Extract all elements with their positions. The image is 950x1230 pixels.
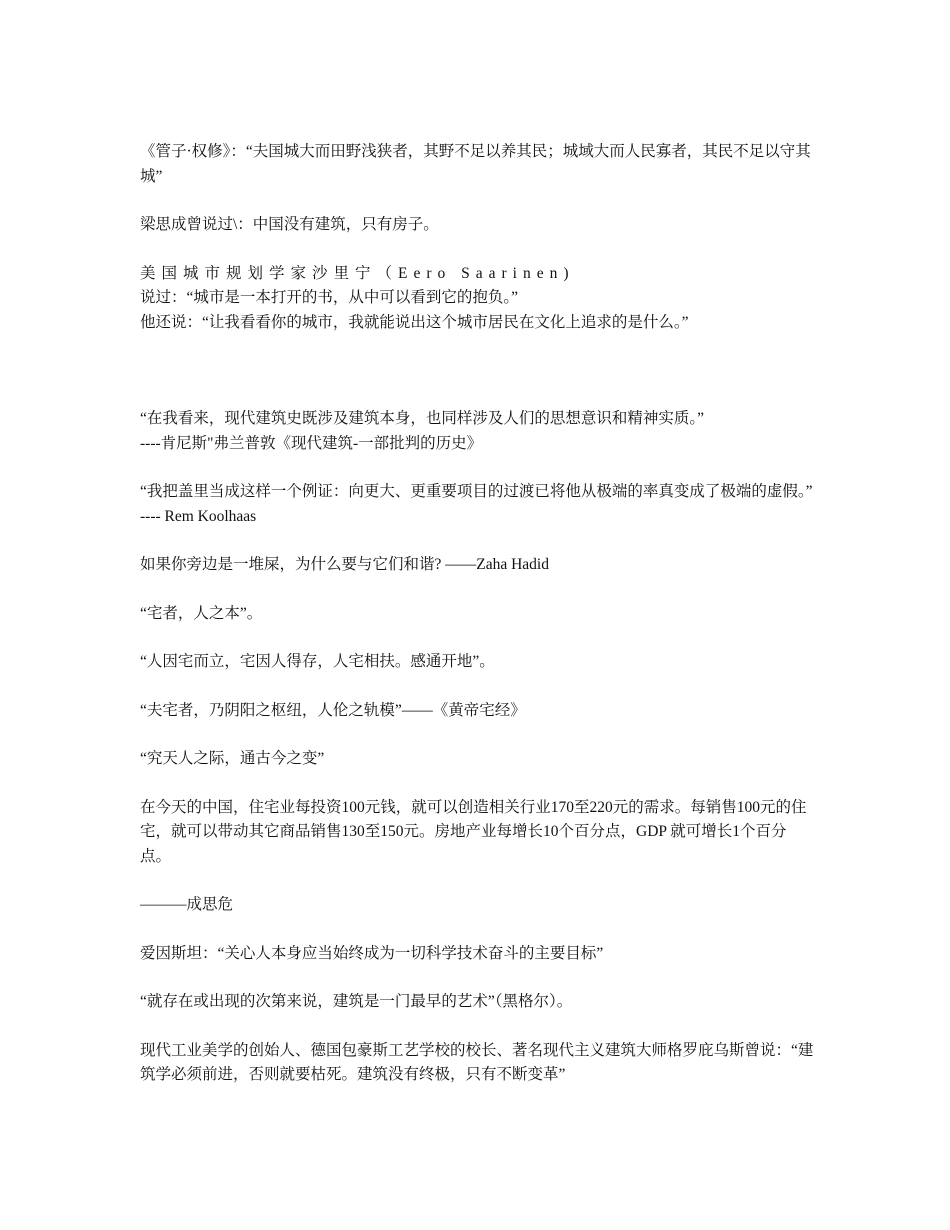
- attribution-frampton: ----肯尼斯"弗兰普敦《现代建筑-一部批判的历史》: [140, 434, 483, 452]
- quote-einstein: 爱因斯坦：“关心人本身应当始终成为一切科学技术奋斗的主要目标”: [140, 944, 604, 962]
- attribution-koolhaas: ---- Rem Koolhaas: [140, 507, 257, 525]
- quote-koolhaas: “我把盖里当成这样一个例证：向更大、更重要项目的过渡已将他从极端的率真变成了极端的虚假。”: [140, 483, 813, 500]
- quote-guanzi: 《管子·权修》：“夫国城大而田野浅狭者，其野不足以养其民；城域大而人民寡者，其民不足以守其城”: [140, 143, 811, 185]
- quote-hadid: 如果你旁边是一堆屎，为什么要与它们和谐? ——Zaha Hadid: [140, 556, 549, 573]
- quote-saarinen-1: 说过：“城市是一本打开的书，从中可以看到它的抱负。”: [140, 289, 519, 306]
- saarinen-intro: 美国城市规划学家沙里宁（Eero Saarinen): [140, 264, 575, 282]
- quote-gropius: 现代工业美学的创始人、德国包豪斯工艺学校的校长、著名现代主义建筑大师格罗庇乌斯曾说：“建筑学必须前进，否则就要枯死。建筑没有终极，只有不断变革”: [140, 1041, 814, 1083]
- quote-huangdi-zhaijing: “夫宅者，乃阴阳之枢纽，人伦之轨模”——《黄帝宅经》: [140, 701, 526, 719]
- attribution-cheng-siwei: ———成思危: [140, 896, 234, 913]
- quote-hegel: “就存在或出现的次第来说，建筑是一门最早的艺术”（黑格尔）。: [140, 993, 573, 1010]
- quote-zhai-2: “人因宅而立，宅因人得存，人宅相扶。感通开地”。: [140, 653, 495, 670]
- quote-liang-sicheng: 梁思成曾说过\：中国没有建筑，只有房子。: [140, 216, 439, 233]
- quote-frampton: “在我看来，现代建筑史既涉及建筑本身，也同样涉及人们的思想意识和精神实质。”: [140, 410, 705, 427]
- document-page: [140, 140, 815, 1088]
- quote-saarinen-2: 他还说：“让我看看你的城市，我就能说出这个城市居民在文化上追求的是什么。”: [140, 313, 689, 331]
- housing-investment-paragraph: 在今天的中国，住宅业每投资100元钱，就可以创造相关行业170至220元的需求。每销售100元的住宅，就可以带动其它商品销售130至150元。房地产业每增长10个百分点，GDP 就可增长1个百分点。: [140, 798, 807, 865]
- quote-sima-qian: “究天人之际，通古今之变”: [140, 750, 325, 767]
- quote-zhai-1: “宅者，人之本”。: [140, 604, 263, 622]
